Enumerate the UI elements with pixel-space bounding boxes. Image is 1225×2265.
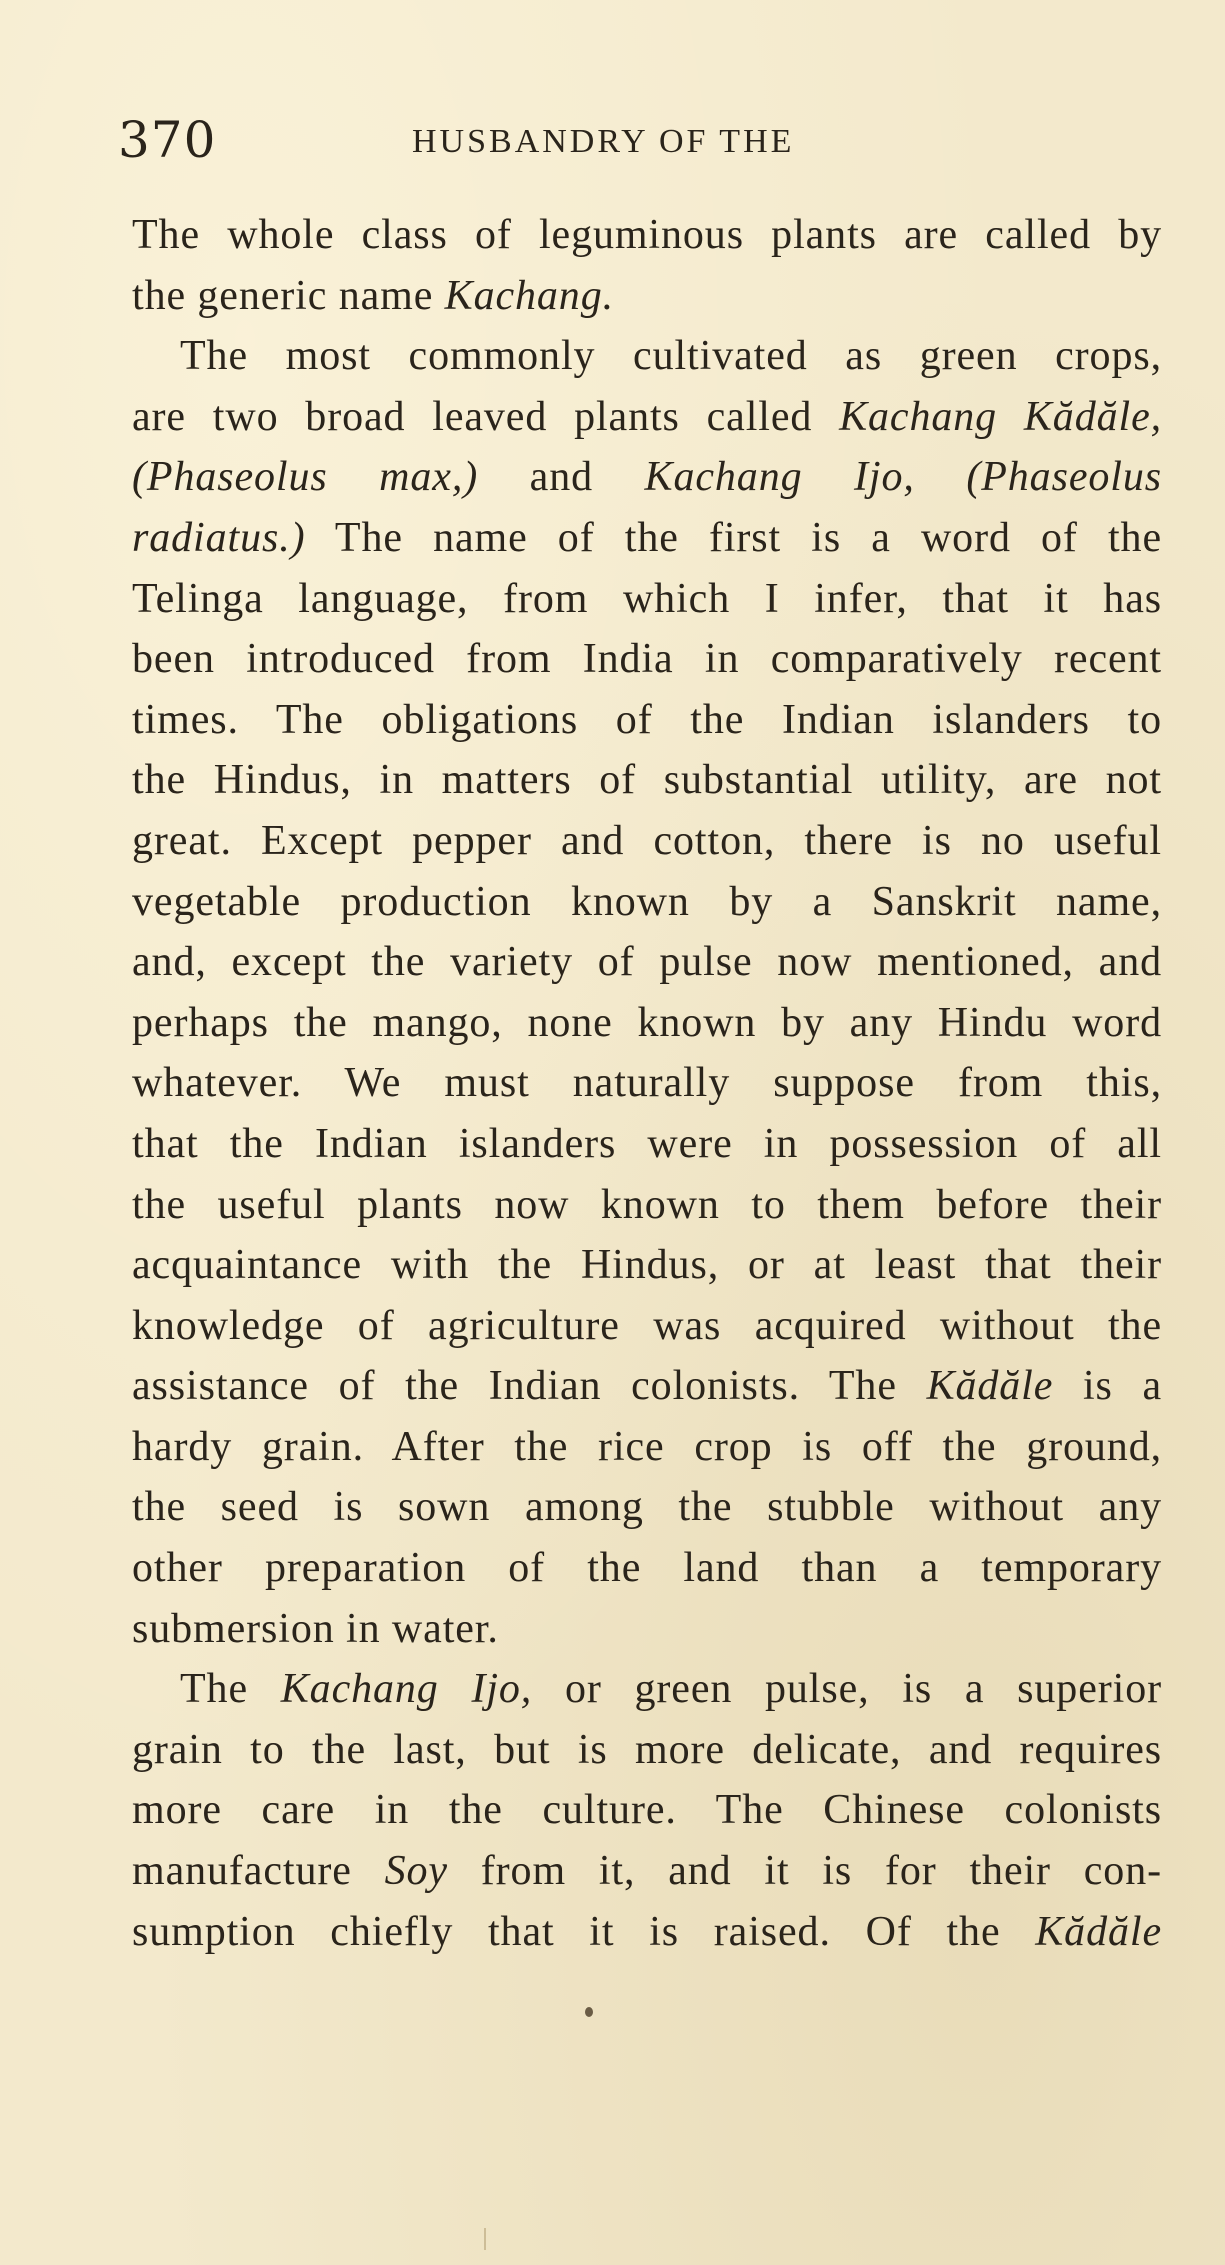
text-line [132,1538,1162,1599]
text-run: been introduced from India in comparatively recent [132,636,1162,683]
text-line [132,1114,1162,1175]
text-line [132,508,1162,569]
text-run: the useful plants now known to them before their [132,1181,1162,1228]
italic-term: Soy [384,1848,448,1895]
italic-term: radiatus.) [132,514,306,561]
text-run: more care in the culture. The Chinese colonists [132,1787,1162,1834]
text-run: Telinga language, from which I infer, that it has [132,575,1162,622]
text-line [132,1417,1162,1478]
text-line [132,750,1162,811]
paper-mark [484,2228,486,2250]
text-line [132,569,1162,630]
text-line [132,1841,1162,1902]
text-run: or green pulse, is a superior [532,1666,1162,1713]
text-run: great. Except pepper and cotton, there is no useful [132,817,1162,864]
ink-speck [585,2007,593,2017]
running-head: HUSBANDRY OF THE [412,123,795,160]
text-line [132,811,1162,872]
text-run: and [478,454,645,501]
text-run: the seed is sown among the stubble without any [132,1484,1162,1531]
italic-term: Kachang Ijo, [644,454,915,501]
text-line [132,629,1162,690]
text-line [132,1720,1162,1781]
text-run: times. The obligations of the Indian islanders to [132,696,1162,743]
text-run: is a [1053,1363,1162,1410]
text-line [132,266,1162,327]
text-run: sumption chiefly that it is raised. Of the [132,1908,1036,1955]
text-line [132,932,1162,993]
text-run: vegetable production known by a Sanskrit name, [132,878,1162,925]
text-line [132,1053,1162,1114]
text-run: and, except the variety of pulse now mentioned, and [132,939,1162,986]
italic-term: Kachang Ijo, [280,1666,533,1713]
text-run: grain to the last, but is more delicate, and requires [132,1726,1162,1773]
text-line [132,872,1162,933]
text-run: knowledge of agriculture was acquired without the [132,1302,1162,1349]
text-line [132,1477,1162,1538]
text-line [132,326,1162,387]
text-run: The whole class of leguminous plants are called by [132,212,1162,258]
text-line [132,1659,1162,1720]
text-run: The [180,1666,281,1713]
text-run: perhaps the mango, none known by any Hindu word [132,999,1162,1046]
text-line [132,1296,1162,1357]
text-line [132,1235,1162,1296]
text-line [132,1175,1162,1236]
text-run: other preparation of the land than a temporary [132,1545,1162,1592]
text-line [132,1780,1162,1841]
text-run: manufacture [132,1848,385,1895]
text-line [132,387,1162,448]
text-run: whatever. We must naturally suppose from this, [132,1060,1162,1107]
text-run: are two broad leaved plants called [132,393,840,440]
text-run: assistance of the Indian colonists. The [132,1363,927,1410]
text-run: from it, and it is for their con- [447,1848,1162,1895]
text-line [132,690,1162,751]
body-text [132,205,1162,1962]
text-run: that the Indian islanders were in possession of all [132,1120,1162,1167]
italic-term: (Phaseolus [966,454,1162,501]
text-line [132,1356,1162,1417]
text-run: hardy grain. After the rice crop is off the ground, [132,1423,1162,1470]
text-line [132,1599,1162,1660]
text-run: the generic name [132,272,445,319]
text-line [132,205,1162,266]
text-run: acquaintance with the Hindus, or at least that their [132,1242,1162,1289]
italic-term: Kachang Kădăle, [839,393,1163,440]
text-line [132,447,1162,508]
italic-term: Kădăle [1035,1908,1162,1955]
text-run [915,454,967,500]
text-run: The most commonly cultivated as green crops, [180,333,1162,380]
text-line [132,1902,1162,1963]
text-run: The name of the first is a word of the [305,514,1162,561]
text-line [132,993,1162,1054]
text-run: the Hindus, in matters of substantial utility, are not [132,757,1162,804]
italic-term: Kachang. [444,272,615,319]
italic-term: (Phaseolus max,) [132,454,479,501]
page-number: 370 [118,111,217,169]
italic-term: Kădăle [926,1363,1054,1410]
text-run: submersion in water. [132,1605,499,1652]
